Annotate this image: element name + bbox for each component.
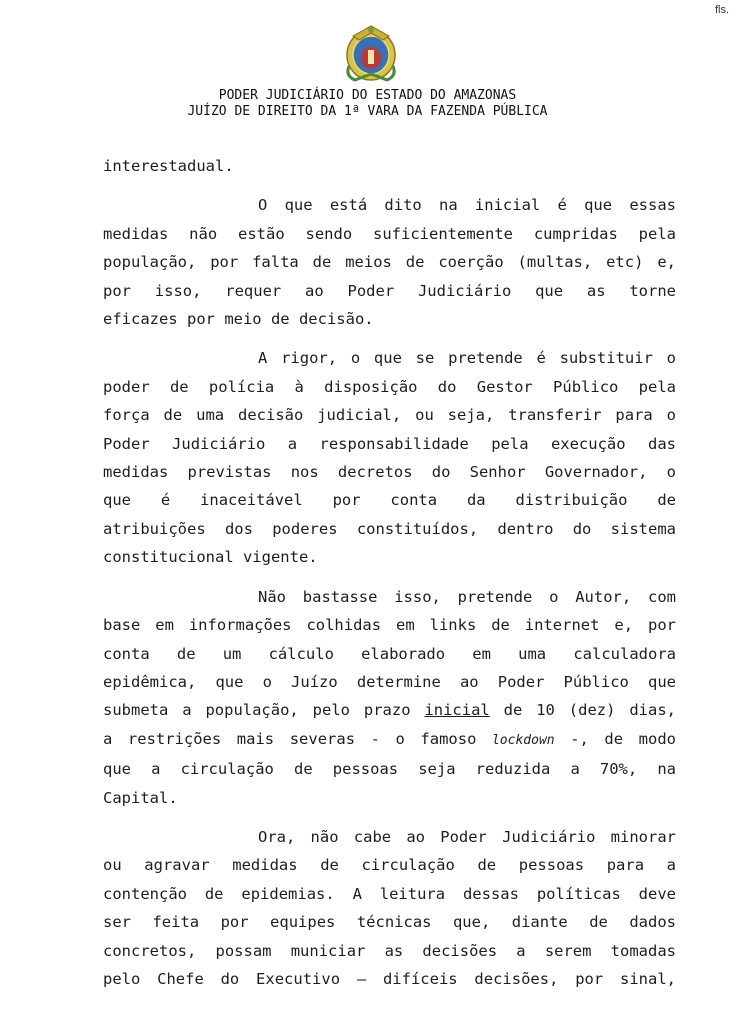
court-division-line: JUÍZO DE DIREITO DA 1ª VARA DA FAZENDA PÚBLICA [187, 104, 548, 119]
italic-term: lockdown [491, 732, 555, 748]
body-line: poder de polícia à disposição do Gestor Público pela [103, 377, 676, 396]
body-line [103, 696, 676, 724]
body-line: epidêmica, que o Juízo determine ao Poder Público que [103, 672, 676, 691]
body-line: por isso, requer ao Poder Judiciário que as torne [103, 281, 676, 300]
underlined-word: inicial [424, 701, 490, 720]
body-line: que é inaceitável por conta da distribuição de [103, 491, 676, 510]
state-coat-of-arms-seal [343, 22, 399, 84]
body-line: constitucional vigente. [103, 548, 318, 567]
body-line: base em informações colhidas em links de internet e, por [103, 616, 676, 635]
body-line: conta de um cálculo elaborado em uma calculadora [103, 644, 676, 663]
body-line: ser feita por equipes técnicas que, diante de dados [103, 913, 676, 932]
body-line-text: de 10 (dez) dias, [489, 701, 676, 720]
body-line: força de uma decisão judicial, ou seja, transferir para o [103, 406, 676, 425]
body-line: atribuições dos poderes constituídos, dentro do sistema [103, 519, 676, 538]
body-line: população, por falta de meios de coerção (multas, etc) e, [103, 253, 676, 272]
body-line: eficazes por meio de decisão. [103, 310, 374, 329]
body-line: medidas não estão sendo suficientemente cumpridas pela [103, 224, 676, 243]
body-line: O que está dito na inicial é que essas [258, 196, 676, 215]
body-line: pelo Chefe do Executivo — difíceis decisões, por sinal, [103, 969, 676, 988]
body-line: Poder Judiciário a responsabilidade pela execução das [103, 434, 676, 453]
body-line: concretos, possam municiar as decisões a serem tomadas [103, 941, 676, 960]
body-line: medidas previstas nos decretos do Senhor Governador, o [103, 463, 676, 482]
body-line: que a circulação de pessoas seja reduzida a 70%, na [103, 760, 676, 779]
body-line: Ora, não cabe ao Poder Judiciário minorar [258, 827, 676, 846]
body-line: A rigor, o que se pretende é substituir o [258, 349, 676, 368]
body-line-text: -, de modo [554, 729, 676, 748]
page-corner-mark: fls. [714, 4, 729, 16]
document-body [103, 152, 676, 993]
body-line-text: a restrições mais severas - o famoso [103, 729, 492, 748]
body-line [103, 725, 676, 755]
body-line-text: submeta a população, pelo prazo [103, 701, 425, 720]
body-line: Capital. [103, 788, 178, 807]
body-line: contenção de epidemias. A leitura dessas políticas deve [103, 884, 676, 903]
body-line: Não bastasse isso, pretende o Autor, com [258, 587, 676, 606]
court-name-line: PODER JUDICIÁRIO DO ESTADO DO AMAZONAS [218, 88, 517, 103]
body-line: ou agravar medidas de circulação de pessoas para a [103, 856, 676, 875]
body-line: interestadual. [103, 157, 234, 175]
